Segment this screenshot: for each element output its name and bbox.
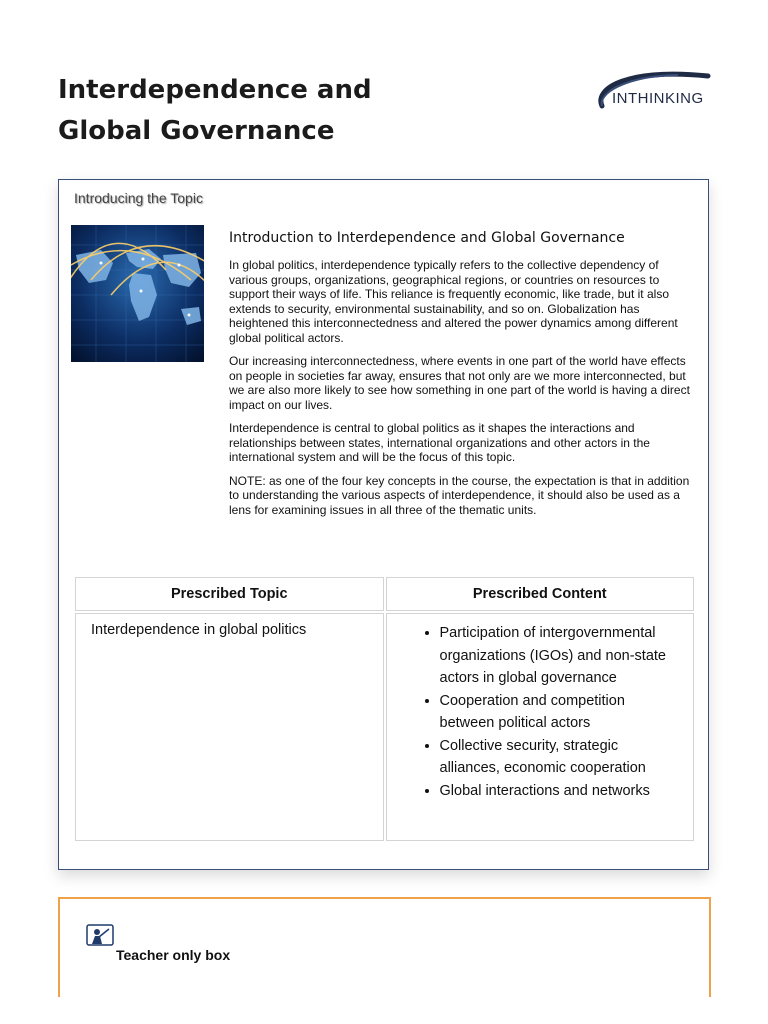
- list-item: • Global interactions and networks: [440, 780, 679, 803]
- table-row: [75, 613, 694, 841]
- page-title: Interdependence and Global Governance: [58, 75, 372, 146]
- prescribed-topic-cell: Interdependence in global politics: [75, 613, 384, 841]
- section-heading: Introducing the Topic: [74, 190, 203, 206]
- list-item: • Collective security, strategic alliances, economic cooperation: [440, 735, 679, 780]
- intro-paragraph: Our increasing interconnectedness, where events in one part of the world have effects on people in societies far away, ensures that not only are we more interconnected, but we are also more likely to see how something in one part of the world is having a direct impact on our lives.: [229, 354, 690, 412]
- topic-card: [58, 179, 709, 870]
- prescribed-content-cell: [386, 613, 695, 841]
- intro-paragraph: Interdependence is central to global politics as it shapes the interactions and relationships between states, international organizations and other actors in the international system and will be the focus of this topic.: [229, 421, 650, 464]
- prescribed-table: [73, 575, 696, 843]
- intro-block: [229, 230, 691, 526]
- intro-paragraph: In global politics, interdependence typically refers to the collective dependency of various groups, organizations, geographical regions, or countries on resources to support their ways of life. This reliance is frequently economic, like trade, but it also extends to security, environmental sustainability, and so on. Globalization has heightened this interconnectedness and altered the power dynamics among different global political actors.: [229, 258, 678, 345]
- intro-paragraph: NOTE: as one of the four key concepts in the course, the expectation is that in addition to understanding the various aspects of interdependence, it should also be used as a lens for examining issues in all three of the thematic units.: [229, 473, 690, 517]
- teacher-icon: [86, 924, 114, 946]
- list-item: • Cooperation and competition between political actors: [440, 690, 679, 735]
- teacher-box-label: Teacher only box: [116, 947, 231, 963]
- teacher-only-box: [58, 897, 711, 997]
- header-prescribed-topic: Prescribed Topic: [75, 577, 384, 611]
- content-list: [402, 622, 679, 802]
- inthinking-logo[interactable]: [588, 66, 712, 114]
- intro-title: Introduction to Interdependence and Global Governance: [229, 230, 625, 246]
- list-item: • Participation of intergovernmental organizations (IGOs) and non-state actors in global governance: [440, 622, 679, 690]
- globe-network-image: [71, 225, 204, 362]
- header-prescribed-content: Prescribed Content: [386, 577, 695, 611]
- table-header-row: [75, 577, 694, 611]
- logo-text: INTHINKING: [612, 90, 704, 107]
